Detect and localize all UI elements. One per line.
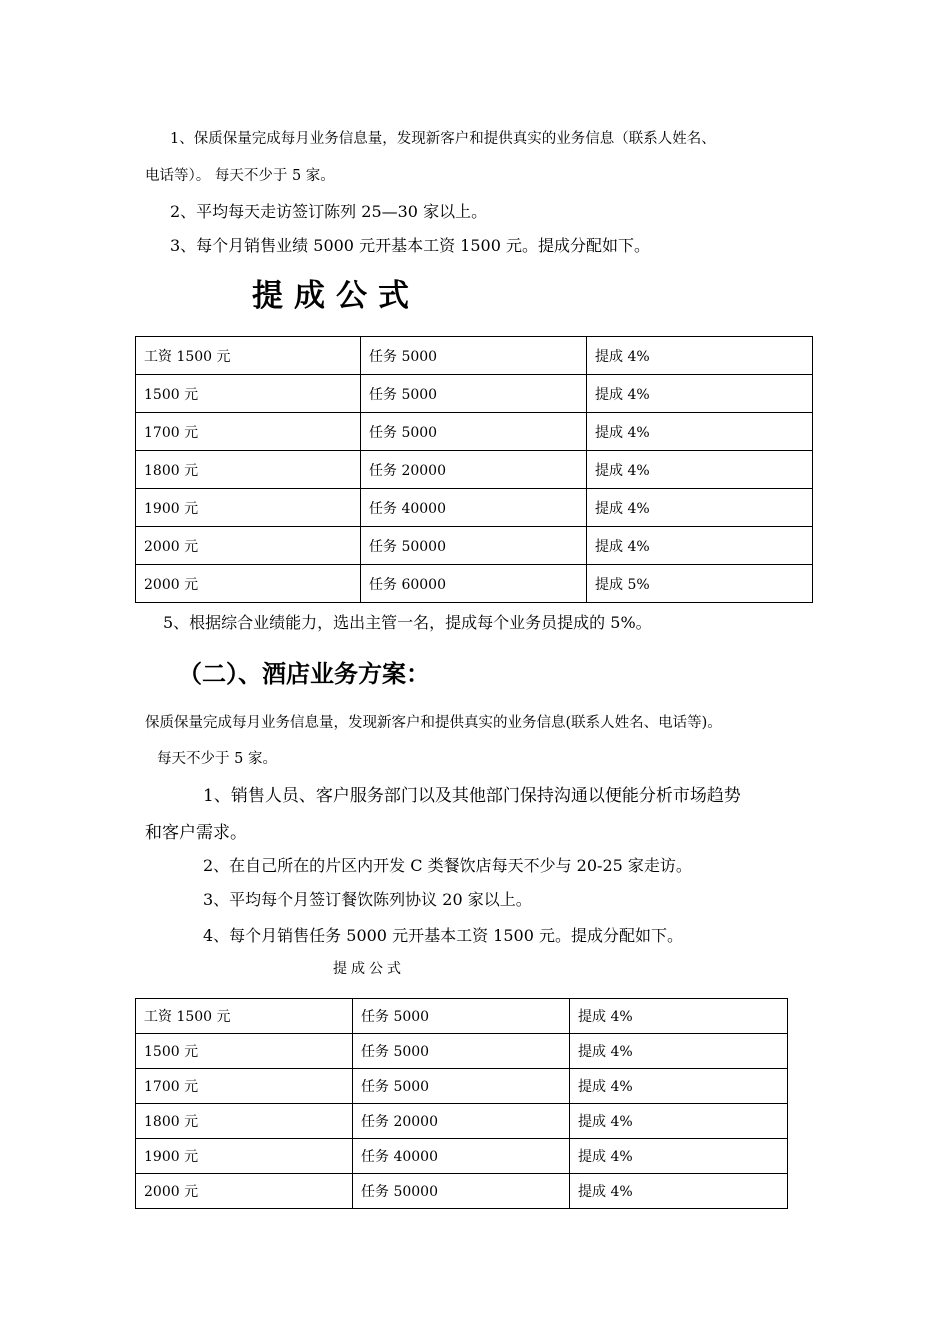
table-row [136, 527, 813, 565]
salary-cell: 1900 元 [136, 489, 361, 527]
s2-item1-line1: 1、销售人员、客户服务部门以及其他部门保持沟通以便能分析市场趋势 [203, 786, 741, 806]
task-cell: 任务 40000 [353, 1139, 570, 1174]
s1-item5: 5、根据综合业绩能力，选出主管一名，提成每个业务员提成的 5%。 [163, 613, 652, 632]
salary-cell: 1500 元 [136, 375, 361, 413]
table-row [136, 375, 813, 413]
commission-cell: 提成 4% [570, 1069, 788, 1104]
salary-cell: 1700 元 [136, 413, 361, 451]
s2-intro-line2: 每天不少于 5 家。 [157, 751, 277, 767]
table-row [136, 1069, 788, 1104]
commission-cell: 提成 4% [570, 1104, 788, 1139]
table-row [136, 1174, 788, 1209]
task-cell: 任务 40000 [361, 489, 587, 527]
table-row [136, 1104, 788, 1139]
s1-heading: 提成公式 [252, 278, 420, 314]
table-row [136, 489, 813, 527]
s2-item2: 2、在自己所在的片区内开发 C 类餐饮店每天不少与 20-25 家走访。 [203, 856, 692, 875]
task-cell: 任务 20000 [353, 1104, 570, 1139]
s2-item4: 4、每个月销售任务 5000 元开基本工资 1500 元。提成分配如下。 [203, 926, 683, 945]
task-cell: 任务 5000 [361, 375, 587, 413]
commission-cell: 提成 4% [570, 1139, 788, 1174]
commission-cell: 提成 4% [570, 999, 788, 1034]
commission-cell: 提成 4% [587, 337, 813, 375]
commission-cell: 提成 4% [570, 1174, 788, 1209]
task-cell: 任务 5000 [353, 999, 570, 1034]
s2-item1-line2: 和客户需求。 [145, 823, 247, 843]
table-row [136, 999, 788, 1034]
salary-cell: 1700 元 [136, 1069, 353, 1104]
task-cell: 任务 5000 [353, 1034, 570, 1069]
table-row [136, 337, 813, 375]
commission-cell: 提成 4% [570, 1034, 788, 1069]
salary-cell: 2000 元 [136, 565, 361, 603]
commission-table-1 [135, 336, 813, 603]
s1-item1-line2: 电话等）。 每天不少于 5 家。 [145, 168, 335, 184]
table-row [136, 1139, 788, 1174]
task-cell: 任务 60000 [361, 565, 587, 603]
table-row [136, 413, 813, 451]
salary-cell: 1500 元 [136, 1034, 353, 1069]
commission-cell: 提成 4% [587, 413, 813, 451]
commission-cell: 提成 5% [587, 565, 813, 603]
salary-cell: 工资 1500 元 [136, 999, 353, 1034]
s2-intro-line1: 保质保量完成每月业务信息量，发现新客户和提供真实的业务信息(联系人姓名、电话等)。 [145, 715, 722, 731]
commission-cell: 提成 4% [587, 451, 813, 489]
task-cell: 任务 5000 [353, 1069, 570, 1104]
task-cell: 任务 50000 [353, 1174, 570, 1209]
table-row [136, 1034, 788, 1069]
task-cell: 任务 5000 [361, 413, 587, 451]
salary-cell: 1800 元 [136, 1104, 353, 1139]
commission-table-2 [135, 998, 788, 1209]
salary-cell: 1800 元 [136, 451, 361, 489]
s2-title: （二）、酒店业务方案： [178, 660, 430, 688]
task-cell: 任务 20000 [361, 451, 587, 489]
s2-heading: 提成公式 [333, 961, 405, 977]
s1-item2: 2、平均每天走访签订陈列 25—30 家以上。 [170, 202, 488, 221]
task-cell: 任务 50000 [361, 527, 587, 565]
table-row [136, 451, 813, 489]
s2-item3: 3、平均每个月签订餐饮陈列协议 20 家以上。 [203, 890, 532, 909]
commission-cell: 提成 4% [587, 375, 813, 413]
salary-cell: 1900 元 [136, 1139, 353, 1174]
salary-cell: 2000 元 [136, 1174, 353, 1209]
salary-cell: 工资 1500 元 [136, 337, 361, 375]
commission-cell: 提成 4% [587, 489, 813, 527]
table-row [136, 565, 813, 603]
commission-cell: 提成 4% [587, 527, 813, 565]
task-cell: 任务 5000 [361, 337, 587, 375]
s1-item3: 3、每个月销售业绩 5000 元开基本工资 1500 元。提成分配如下。 [170, 236, 650, 255]
s1-item1-line1: 1、保质保量完成每月业务信息量，发现新客户和提供真实的业务信息（联系人姓名、 [170, 131, 716, 147]
salary-cell: 2000 元 [136, 527, 361, 565]
